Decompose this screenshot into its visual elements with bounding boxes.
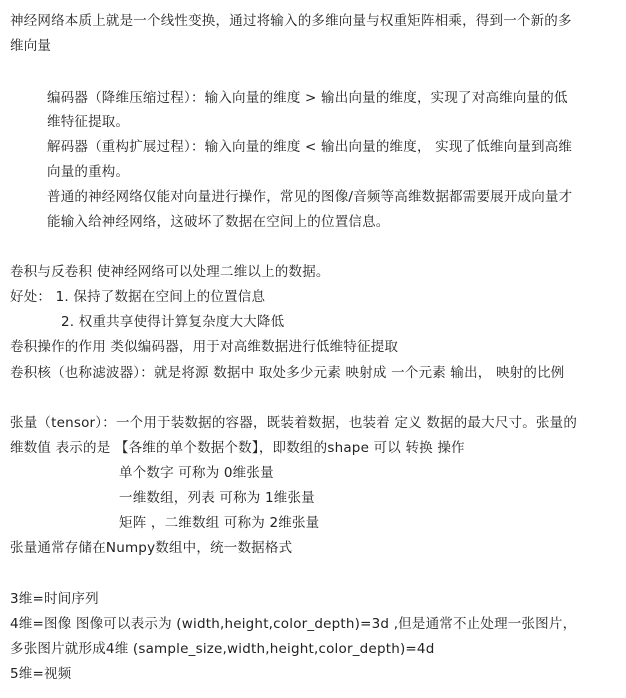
dims-3d: 3维=时间序列 [10, 591, 99, 607]
dims-5d: 5维=视频 [10, 666, 72, 682]
note-line-2: 能输入给神经网络，这破坏了数据在空间上的位置信息。 [47, 214, 390, 230]
encoder-line-1: 编码器（降维压缩过程）：输入向量的维度 > 输出向量的维度，实现了对高维向量的低 [47, 90, 568, 106]
conv-intro: 卷积与反卷积 使神经网络可以处理二维以上的数据。 [10, 264, 330, 280]
tensor-item-2d: 矩阵 ，二维数组 可称为 2维张量 [119, 515, 320, 531]
tensor-line-1: 张量（tensor）：一个用于装数据的容器，既装着数据，也装着 定义 数据的最大尺寸。张量的 [10, 415, 578, 431]
tensor-item-0d: 单个数字 可称为 0维张量 [119, 465, 274, 481]
intro-line-2: 维向量 [10, 38, 52, 54]
conv-benefit-2: 2. 权重共享使得计算复杂度大大降低 [61, 314, 285, 330]
intro-line-1: 神经网络本质上就是一个线性变换，通过将输入的多维向量与权重矩阵相乘，得到一个新的多 [10, 13, 572, 29]
dims-4d-line-2: 多张图片就形成4维 (sample_size,width,height,color_depth)=4d [10, 641, 435, 657]
conv-benefit-1: 好处： 1. 保持了数据在空间上的位置信息 [10, 289, 266, 305]
tensor-storage: 张量通常存储在Numpy数组中，统一数据格式 [10, 540, 293, 556]
dims-4d-line-1: 4维=图像 图像可以表示为 (width,height,color_depth)=3d ,但是通常不止处理一张图片， [10, 616, 577, 632]
conv-kernel: 卷积核（也称滤波器）：就是将源 数据中 取处多少元素 映射成 一个元素 输出， 映射的比例 [10, 365, 565, 381]
decoder-line-2: 向量的重构。 [47, 164, 130, 180]
decoder-line-1: 解码器（重构扩展过程）：输入向量的维度 < 输出向量的维度， 实现了低维向量到高维 [47, 139, 573, 155]
conv-role: 卷积操作的作用 类似编码器，用于对高维数据进行低维特征提取 [10, 339, 399, 355]
encoder-line-2: 维特征提取。 [47, 114, 130, 130]
tensor-line-2: 维数值 表示的是 【各维的单个数据个数】，即数组的shape 可以 转换 操作 [10, 440, 465, 456]
note-line-1: 普通的神经网络仅能对向量进行操作，常见的图像/音频等高维数据都需要展开成向量才 [47, 189, 573, 205]
tensor-item-1d: 一维数组，列表 可称为 1维张量 [119, 490, 315, 506]
